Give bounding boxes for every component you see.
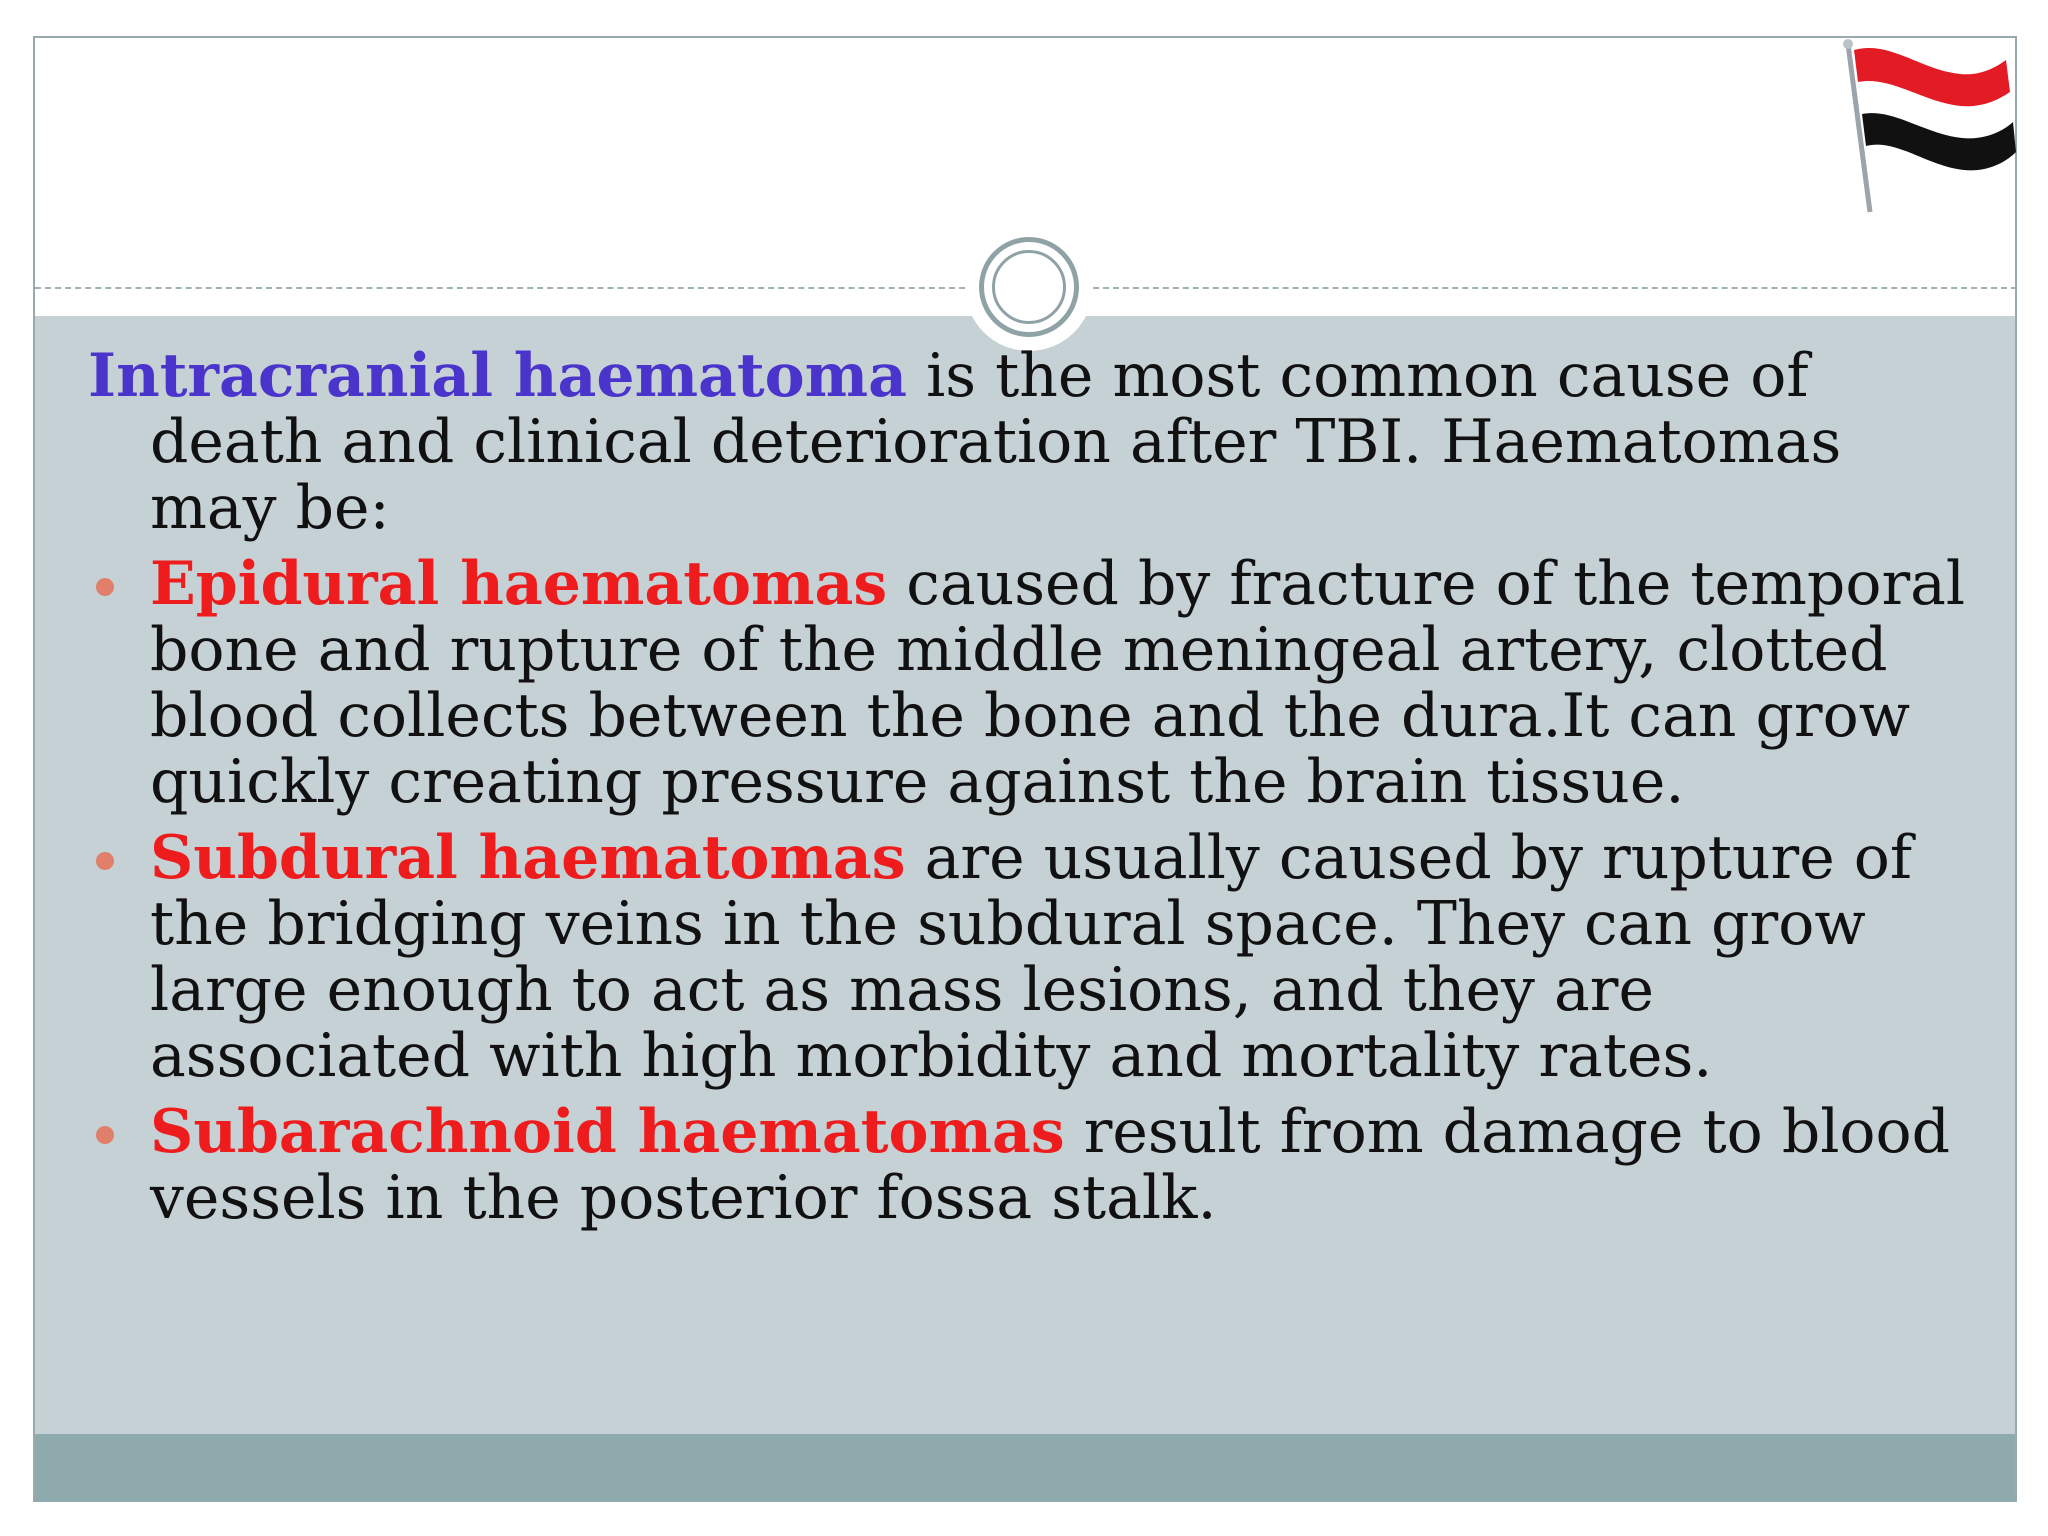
list-item [88,1099,1968,1231]
bullet-term: Epidural haematomas [150,549,888,619]
bullet-dot-icon [96,852,114,870]
bullet-dot-icon [96,1126,114,1144]
list-item [88,825,1968,1089]
list-item [88,551,1968,815]
bullet-term: Subarachnoid haematomas [150,1097,1065,1167]
intro-text: is the most common cause of death and clinical deterioration after TBI. Haematomas may be: [150,341,1842,543]
bullet-dot-icon [96,578,114,596]
footer-bar [35,1434,2015,1502]
bullet-text: caused by fracture of the temporal bone and rupture of the middle meningeal artery, clotted blood collects between the bone and the dura.It can grow quickly creating pressure against the brain tissue. [150,549,1966,817]
divider-line-right [1093,287,2017,289]
slide-body [88,343,1968,1241]
bullet-text: result from damage to blood vessels in the posterior fossa stalk. [150,1097,1951,1233]
bullet-text: are usually caused by rupture of the bridging veins in the subdural space. They can grow large enough to act as mass lesions, and they are associated with high morbidity and mortality rates. [150,823,1913,1091]
intro-paragraph [88,343,1968,541]
bullet-term: Subdural haematomas [150,823,906,893]
intro-term: Intracranial haematoma [88,341,908,411]
circle-ornament-icon [965,223,1093,351]
divider-line-left [35,287,965,289]
flag-icon [1810,30,2020,220]
